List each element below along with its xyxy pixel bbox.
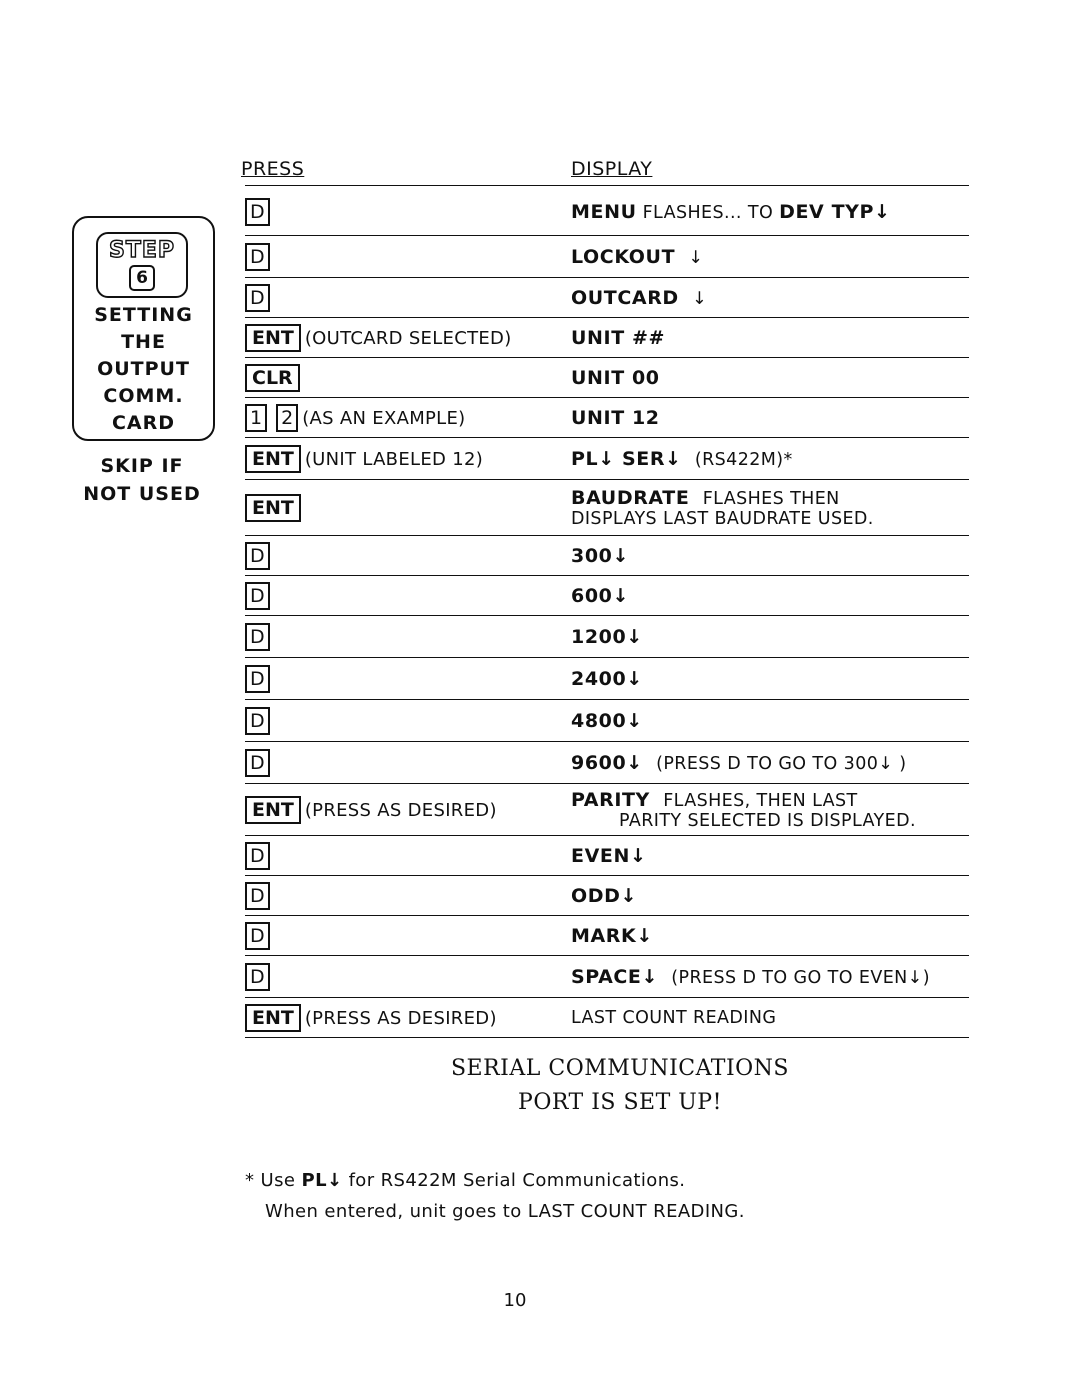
- press-cell: [245, 398, 466, 438]
- display-keyword: UNIT 00: [571, 367, 660, 389]
- display-keyword: UNIT 12: [571, 407, 660, 429]
- display-cell: [571, 398, 660, 438]
- display-line: [571, 545, 629, 567]
- step-box: [72, 216, 215, 441]
- table-row: [245, 278, 969, 318]
- press-cell: [245, 700, 270, 742]
- display-keyword: PL↓ SER↓: [571, 448, 682, 470]
- display-cell: [571, 438, 793, 480]
- display-text: (PRESS D TO GO TO 300↓ ): [656, 754, 907, 774]
- key-d-button: D: [245, 922, 270, 950]
- display-line: [571, 448, 793, 470]
- display-line: [571, 407, 660, 429]
- press-cell: [245, 480, 301, 536]
- footnote-use: Use: [260, 1170, 296, 1191]
- table-row: [245, 998, 969, 1038]
- step-line: COMM.: [103, 385, 184, 407]
- display-line: [571, 966, 930, 988]
- step-word: STEP: [108, 238, 175, 263]
- display-keyword: LOCKOUT: [571, 246, 676, 268]
- step-line: OUTPUT: [97, 358, 190, 380]
- display-gap: [658, 966, 671, 988]
- down-arrow-icon: ↓: [874, 201, 891, 223]
- key-d-button: D: [245, 749, 270, 777]
- press-cell: [245, 916, 270, 956]
- table-row: [245, 876, 969, 916]
- skip-line: NOT USED: [83, 483, 201, 505]
- key-d-button: D: [245, 243, 270, 271]
- table-row: [245, 576, 969, 616]
- display-keyword: MENU: [571, 201, 637, 223]
- skip-line: SKIP IF: [100, 455, 184, 477]
- key-d-button: D: [245, 882, 270, 910]
- display-header: DISPLAY: [571, 158, 653, 180]
- display-text: (PRESS D TO GO TO EVEN↓): [671, 968, 930, 988]
- display-line: [571, 367, 660, 389]
- display-cell: [571, 956, 930, 998]
- display-cell: [571, 188, 891, 236]
- key-1-button: 1: [245, 404, 267, 432]
- display-line: [571, 885, 637, 907]
- table-row: [245, 916, 969, 956]
- display-line: [571, 327, 665, 349]
- row-rule: [245, 1037, 969, 1038]
- footnote-star: *: [245, 1170, 255, 1191]
- display-cell: [571, 916, 653, 956]
- display-keyword: BAUDRATE: [571, 487, 690, 509]
- display-gap: [682, 448, 695, 470]
- display-keyword: 2400↓: [571, 668, 643, 690]
- display-line: [571, 925, 653, 947]
- press-cell: [245, 616, 270, 658]
- key-d-button: D: [245, 963, 270, 991]
- key-2-button: 2: [276, 404, 298, 432]
- table-row: [245, 616, 969, 658]
- press-header: PRESS: [241, 158, 305, 180]
- table-row: [245, 956, 969, 998]
- press-cell: [245, 836, 270, 876]
- display-line: [571, 585, 629, 607]
- press-cell: [245, 956, 270, 998]
- display-keyword: 9600↓: [571, 752, 643, 774]
- key-d-button: D: [245, 198, 270, 226]
- key-ent-button: ENT: [245, 445, 301, 473]
- press-cell: [245, 742, 270, 784]
- table-row: [245, 742, 969, 784]
- display-cell: [571, 236, 704, 278]
- display-keyword: 1200↓: [571, 626, 643, 648]
- display-cell: [571, 836, 646, 876]
- display-cell: [571, 616, 643, 658]
- step-line: THE: [121, 331, 166, 353]
- display-cell: [571, 784, 916, 836]
- table-row: [245, 480, 969, 536]
- display-text: (RS422M)*: [694, 450, 793, 470]
- key-d-button: D: [245, 665, 270, 693]
- display-keyword: 4800↓: [571, 710, 643, 732]
- key-d-button: D: [245, 707, 270, 735]
- table-row: [245, 318, 969, 358]
- display-cell: [571, 998, 776, 1038]
- footnote-line2: When entered, unit goes to LAST COUNT READING.: [265, 1201, 745, 1222]
- display-keyword: OUTCARD: [571, 287, 679, 309]
- press-cell: [245, 784, 497, 836]
- footnote-rest: for RS422M Serial Communications.: [348, 1170, 686, 1191]
- display-cell: [571, 742, 907, 784]
- display-gap: [679, 287, 692, 309]
- skip-note: [62, 452, 222, 508]
- display-cell: [571, 358, 660, 398]
- display-line: [571, 752, 907, 774]
- footnote-line1: [245, 1170, 685, 1191]
- display-keyword: UNIT ##: [571, 327, 666, 349]
- key-d-button: D: [245, 623, 270, 651]
- display-cell: [571, 318, 665, 358]
- display-cell: [571, 700, 643, 742]
- press-cell: [245, 576, 270, 616]
- display-keyword: ODD↓: [571, 885, 638, 907]
- display-keyword: EVEN↓: [571, 845, 647, 867]
- display-line: [571, 287, 707, 309]
- display-gap: [689, 487, 702, 509]
- display-gap: [675, 246, 688, 268]
- display-gap: [650, 789, 663, 811]
- table-row: [245, 536, 969, 576]
- press-cell: [245, 358, 300, 398]
- display-keyword: PARITY: [571, 789, 650, 811]
- display-cell: [571, 278, 707, 318]
- display-text: FLASHES, THEN LAST: [663, 791, 858, 811]
- table-row: [245, 700, 969, 742]
- display-keyword: DEV TYP: [779, 201, 875, 223]
- display-gap: [643, 752, 656, 774]
- page-number: 10: [503, 1290, 527, 1311]
- press-note: (OUTCARD SELECTED): [304, 327, 512, 349]
- press-cell: [245, 658, 270, 700]
- display-keyword: 300↓: [571, 545, 629, 567]
- press-cell: [245, 438, 483, 480]
- display-text: FLASHES THEN: [702, 489, 840, 509]
- step-badge: [96, 232, 188, 298]
- key-ent-button: ENT: [245, 796, 301, 824]
- key-d-button: D: [245, 842, 270, 870]
- display-cell: [571, 480, 874, 536]
- key-ent-button: ENT: [245, 324, 301, 352]
- footnote-pl: PL↓: [301, 1170, 343, 1191]
- display-line: [571, 487, 874, 509]
- display-text: ↓: [692, 289, 708, 309]
- press-cell: [245, 998, 497, 1038]
- display-keyword: 600↓: [571, 585, 629, 607]
- press-cell: [245, 318, 512, 358]
- step-line: SETTING: [94, 304, 193, 326]
- display-cell: [571, 876, 637, 916]
- display-line: [571, 201, 891, 223]
- display-line: [571, 246, 704, 268]
- header-rule: [245, 185, 969, 186]
- press-note: (UNIT LABELED 12): [304, 448, 484, 470]
- press-cell: [245, 278, 270, 318]
- key-clr-button: CLR: [245, 364, 300, 392]
- display-line: [571, 668, 643, 690]
- key-d-button: D: [245, 582, 270, 610]
- display-line: [571, 845, 646, 867]
- display-keyword: MARK↓: [571, 925, 653, 947]
- step-number: 6: [129, 265, 155, 291]
- table-row: [245, 358, 969, 398]
- display-text: FLASHES... TO: [636, 203, 780, 223]
- press-cell: [245, 536, 270, 576]
- table-row: [245, 188, 969, 236]
- table-row: [245, 784, 969, 836]
- display-line: PARITY SELECTED IS DISPLAYED.: [619, 811, 916, 831]
- press-cell: [245, 236, 270, 278]
- footer-title-line1: SERIAL COMMUNICATIONS: [450, 1056, 790, 1081]
- display-cell: [571, 536, 629, 576]
- table-row: [245, 658, 969, 700]
- display-line: DISPLAYS LAST BAUDRATE USED.: [571, 509, 874, 529]
- press-note: (PRESS AS DESIRED): [304, 1007, 497, 1029]
- display-cell: [571, 576, 629, 616]
- press-cell: [245, 188, 270, 236]
- key-d-button: D: [245, 542, 270, 570]
- key-d-button: D: [245, 284, 270, 312]
- table-row: [245, 438, 969, 480]
- press-cell: [245, 876, 270, 916]
- display-line: LAST COUNT READING: [571, 1008, 777, 1028]
- key-ent-button: ENT: [245, 1004, 301, 1032]
- display-text: ↓: [688, 248, 704, 268]
- press-note: (PRESS AS DESIRED): [304, 799, 497, 821]
- step-line: CARD: [111, 412, 176, 434]
- key-ent-button: ENT: [245, 494, 301, 522]
- press-note: (AS AN EXAMPLE): [302, 407, 466, 429]
- display-line: [571, 626, 643, 648]
- table-row: [245, 398, 969, 438]
- table-row: [245, 836, 969, 876]
- display-keyword: SPACE↓: [571, 966, 659, 988]
- footer-title-line2: PORT IS SET UP!: [518, 1090, 722, 1115]
- display-cell: [571, 658, 643, 700]
- step-description: [74, 302, 213, 437]
- display-line: [571, 789, 916, 811]
- display-line: [571, 710, 643, 732]
- table-row: [245, 236, 969, 278]
